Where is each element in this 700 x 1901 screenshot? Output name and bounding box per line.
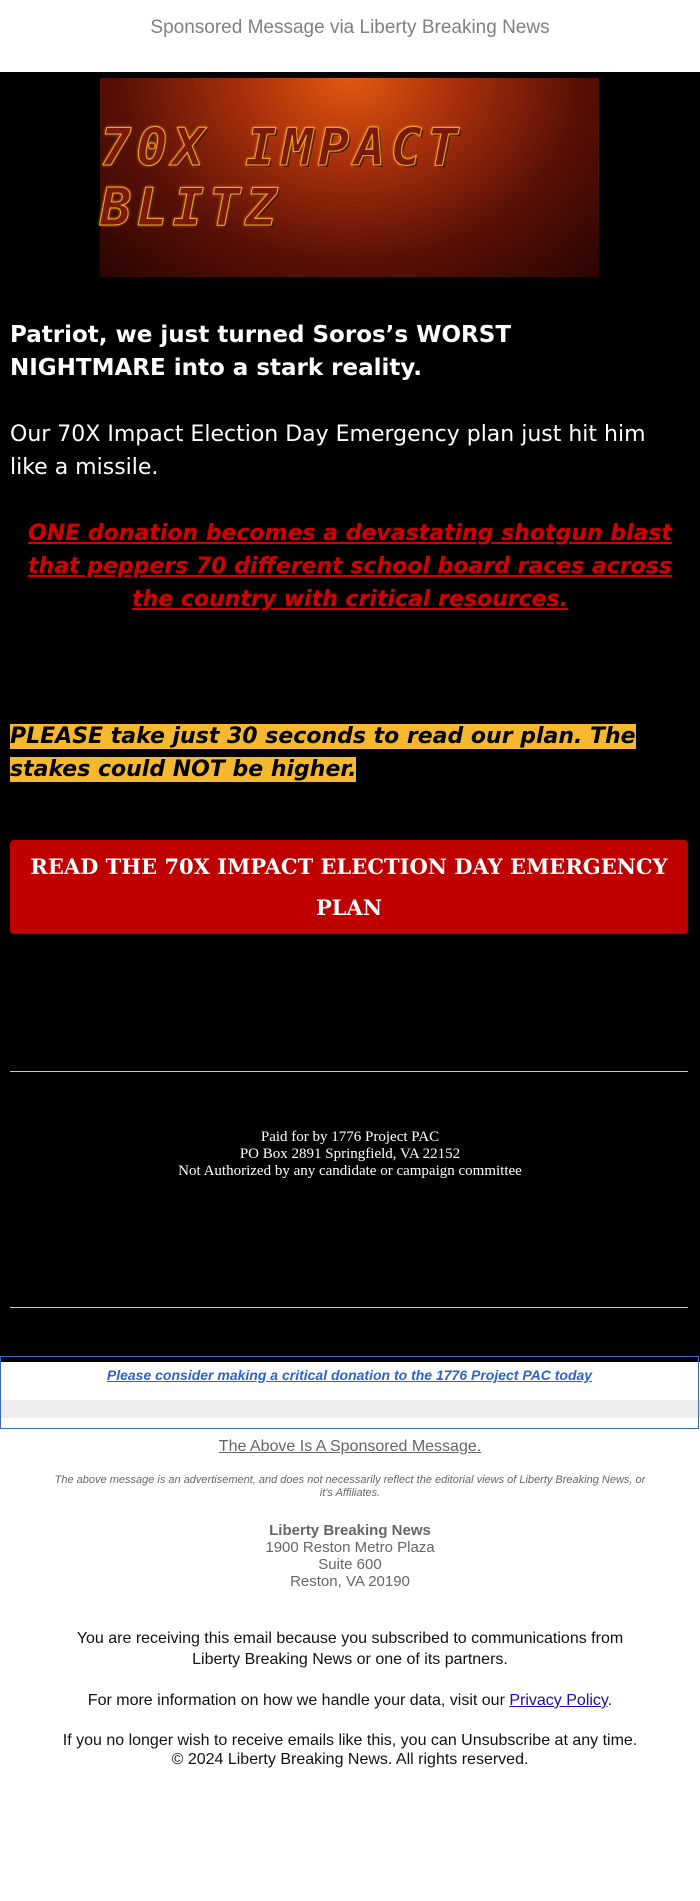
banner-text: 70X IMPACT BLITZ: [100, 117, 464, 238]
privacy-prefix: For more information on how we handle your data, visit our: [87, 1692, 510, 1709]
paid-for-line: Paid for by 1776 Project PAC: [260, 1129, 440, 1145]
donate-box: [0, 1356, 699, 1429]
privacy-notice: [0, 1690, 700, 1711]
company-address: [0, 1522, 700, 1590]
sponsor-header: [0, 0, 700, 72]
divider: [10, 1071, 688, 1072]
copyright: © 2024 Liberty Breaking News. All rights reserved.: [171, 1751, 529, 1768]
unsubscribe-text[interactable]: If you no longer wish to receive emails like this, you can Unsubscribe at any time.: [62, 1732, 638, 1749]
donate-link[interactable]: Please consider making a critical donation to the 1776 Project PAC today: [106, 1367, 593, 1383]
yellow-callout-text: PLEASE take just 30 seconds to read our plan. The stakes could NOT be higher.: [10, 724, 636, 782]
sponsored-message-link[interactable]: The Above Is A Sponsored Message.: [218, 1438, 482, 1455]
yellow-callout: [10, 720, 670, 786]
intro-paragraph: Our 70X Impact Election Day Emergency plan just hit him like a missile.: [10, 422, 646, 480]
read-plan-button-label: READ THE 70X IMPACT ELECTION DAY EMERGENCY PLAN: [30, 854, 668, 920]
privacy-suffix: .: [607, 1692, 613, 1709]
read-plan-button[interactable]: [10, 840, 688, 934]
unsubscribe-notice: [0, 1731, 700, 1769]
paid-for-address: PO Box 2891 Springfield, VA 22152: [239, 1146, 461, 1162]
paid-for-authorization: Not Authorized by any candidate or campaign committee: [178, 1163, 522, 1179]
footer: [0, 1418, 700, 1769]
company-name: Liberty Breaking News: [269, 1522, 431, 1539]
privacy-policy-link[interactable]: Privacy Policy: [509, 1692, 608, 1709]
banner-image: [100, 78, 599, 277]
editorial-disclaimer: The above message is an advertisement, and does not necessarily reflect the editorial views of Liberty Breaking News, or it's Affiliates.: [54, 1474, 646, 1499]
sponsor-line: Sponsored Message via Liberty Breaking News: [150, 17, 550, 38]
address-line: Reston, VA 20190: [290, 1573, 410, 1590]
subscription-notice: You are receiving this email because you subscribed to communications from Liberty Breaking News or one of its partners.: [76, 1630, 624, 1668]
red-callout-link[interactable]: ONE donation becomes a devastating shotgun blast that peppers 70 different school board races across the country with critical resources.: [28, 521, 672, 612]
address-line: 1900 Reston Metro Plaza: [265, 1539, 435, 1556]
divider: [10, 1307, 688, 1308]
headline: Patriot, we just turned Soros’s WORST NIGHTMARE into a stark reality.: [10, 322, 512, 381]
email-body: [0, 72, 700, 1383]
paid-for-disclaimer: [0, 1129, 700, 1180]
address-line: Suite 600: [318, 1556, 382, 1573]
